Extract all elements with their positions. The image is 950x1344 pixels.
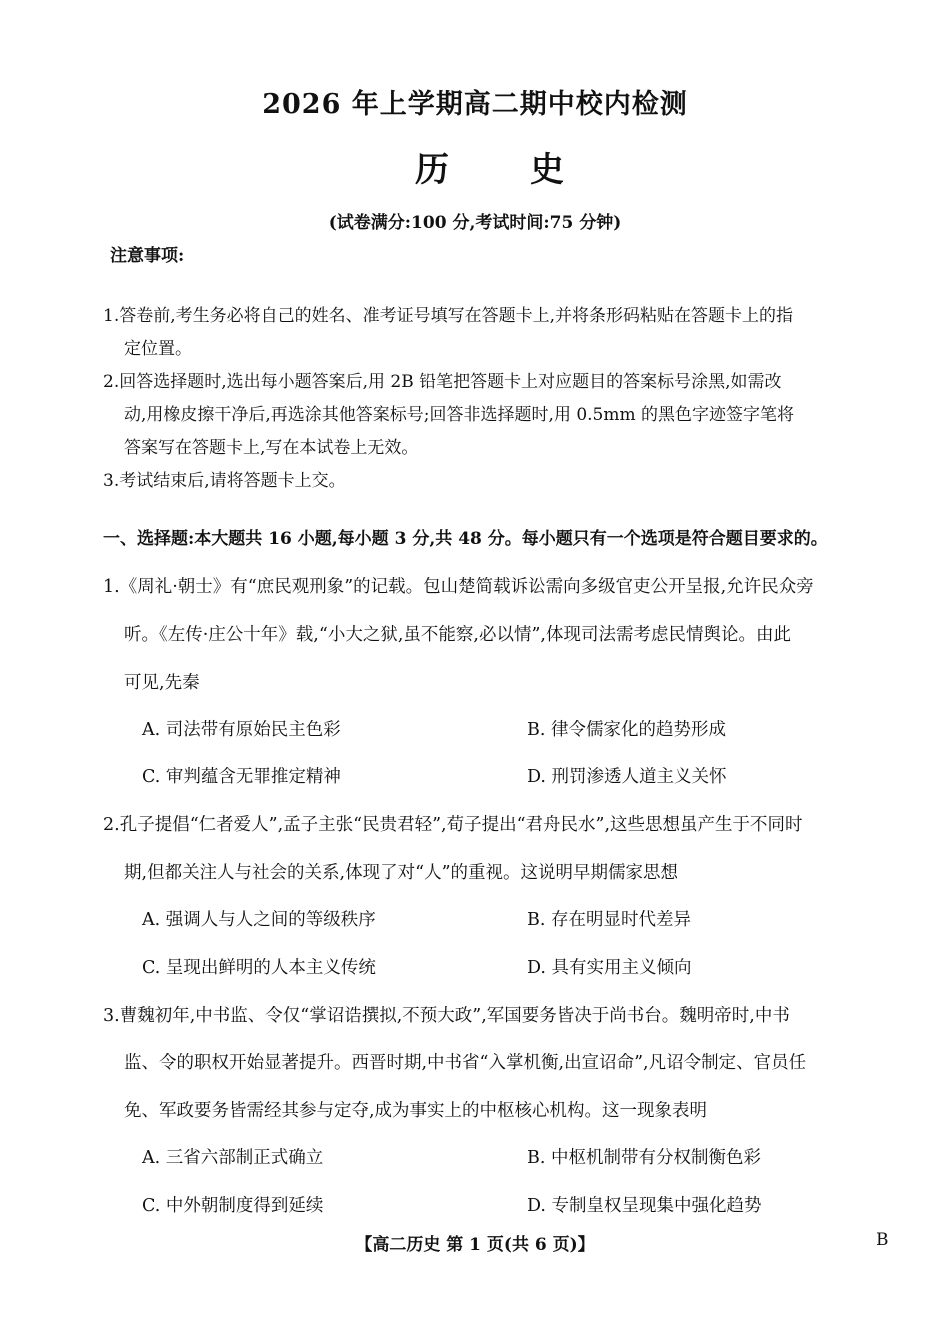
question-3-line-2: 监、令的职权开始显著提升。西晋时期,中书省“入掌机衡,出宣诏命”,凡诏令制定、官员任 xyxy=(124,1053,807,1073)
question-1-line-1: 1.《周礼·朝士》有“庶民观刑象”的记载。包山楚简载诉讼需向多级官吏公开呈报,允许民众旁 xyxy=(103,577,814,597)
note-line: 动,用橡皮擦干净后,再选涂其他答案标号;回答非选择题时,用 0.5mm 的黑色字迹签字笔将 xyxy=(124,405,795,425)
note-line: 答案写在答题卡上,写在本试卷上无效。 xyxy=(124,438,419,458)
subject-title-char-2: 史 xyxy=(530,150,564,190)
section-heading: 一、选择题:本大题共 16 小题,每小题 3 分,共 48 分。每小题只有一个选项是符合题目要求的。 xyxy=(103,529,828,549)
question-2-option-d: D. 具有实用主义倾向 xyxy=(527,958,692,978)
question-2-line-1: 2.孔子提倡“仁者爱人”,孟子主张“民贵君轻”,荀子提出“君舟民水”,这些思想虽产生于不同时 xyxy=(103,815,803,835)
question-3-option-b: B. 中枢机制带有分权制衡色彩 xyxy=(527,1148,761,1168)
question-1-option-d: D. 刑罚渗透人道主义关怀 xyxy=(527,767,727,787)
note-line: 3.考试结束后,请将答题卡上交。 xyxy=(103,471,346,491)
note-line: 1.答卷前,考生务必将自己的姓名、准考证号填写在答题卡上,并将条形码粘贴在答题卡上的指 xyxy=(103,306,794,326)
question-3-option-d: D. 专制皇权呈现集中强化趋势 xyxy=(527,1196,762,1216)
exam-meta: (试卷满分:100 分,考试时间:75 分钟) xyxy=(328,213,622,233)
question-2-option-b: B. 存在明显时代差异 xyxy=(527,910,691,930)
exam-title: 2026 年上学期高二期中校内检测 xyxy=(262,89,688,120)
question-1-line-3: 可见,先秦 xyxy=(124,673,200,693)
question-1-line-2: 听。《左传·庄公十年》载,“小大之狱,虽不能察,必以情”,体现司法需考虑民情舆论。由此 xyxy=(124,625,791,645)
page-footer: 【高二历史 第 1 页(共 6 页)】 xyxy=(355,1235,595,1255)
question-1-option-b: B. 律令儒家化的趋势形成 xyxy=(527,720,726,740)
question-3-option-c: C. 中外朝制度得到延续 xyxy=(142,1196,324,1216)
notes-heading: 注意事项: xyxy=(110,246,185,266)
question-3-line-3: 免、军政要务皆需经其参与定夺,成为事实上的中枢核心机构。这一现象表明 xyxy=(124,1101,708,1121)
question-2-option-a: A. 强调人与人之间的等级秩序 xyxy=(142,910,376,930)
question-2-line-2: 期,但都关注人与社会的关系,体现了对“人”的重视。这说明早期儒家思想 xyxy=(124,863,679,883)
question-1-option-c: C. 审判蕴含无罪推定精神 xyxy=(142,767,341,787)
paper-version-label: B xyxy=(876,1230,889,1250)
question-1-option-a: A. 司法带有原始民主色彩 xyxy=(142,720,341,740)
question-3-option-a: A. 三省六部制正式确立 xyxy=(142,1148,324,1168)
note-line: 定位置。 xyxy=(124,339,192,359)
subject-title-char-1: 历 xyxy=(415,150,449,190)
note-line: 2.回答选择题时,选出每小题答案后,用 2B 铅笔把答题卡上对应题目的答案标号涂黑,如需改 xyxy=(103,372,782,392)
question-2-option-c: C. 呈现出鲜明的人本主义传统 xyxy=(142,958,376,978)
question-3-line-1: 3.曹魏初年,中书监、令仅“掌诏诰撰拟,不预大政”,军国要务皆决于尚书台。魏明帝时,中书 xyxy=(103,1006,790,1026)
